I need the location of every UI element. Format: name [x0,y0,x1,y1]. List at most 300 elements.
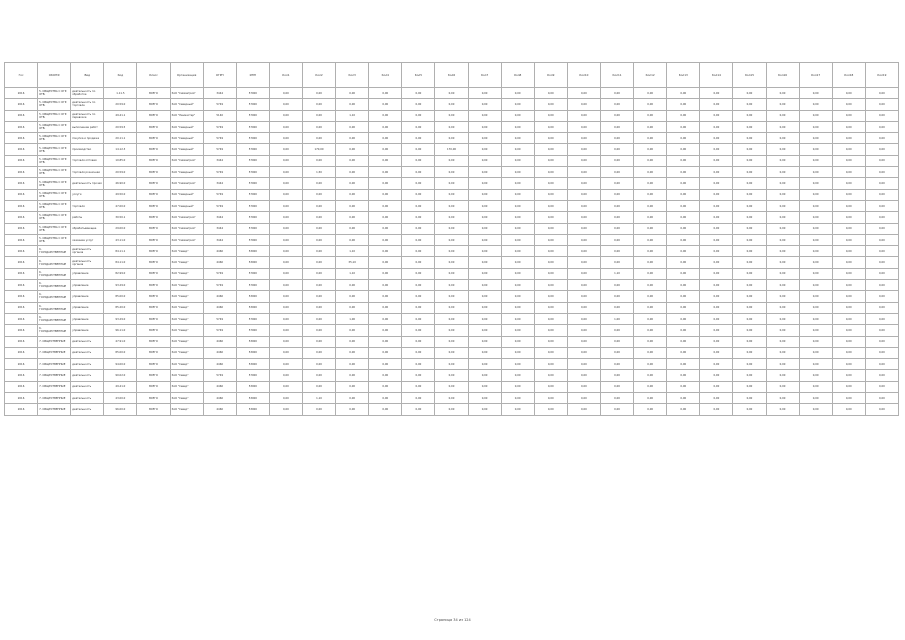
table-cell: 0,00 [369,167,402,178]
table-cell: 5. ОБЩЕСТВА С ОГР. ОТВ. [38,99,71,110]
table-cell: 0,00 [501,291,534,302]
table-cell: 0,00 [567,212,600,223]
table-cell: 0,00 [269,359,302,370]
table-cell: 0,00 [534,234,567,245]
table-cell: 0,00 [302,359,335,370]
table-cell: 0,00 [302,313,335,324]
table-cell: 0,00 [865,370,898,381]
table-cell: 0,00 [634,223,667,234]
table-cell: 1,10 [302,393,335,404]
table-cell: 0,00 [600,347,633,358]
column-header: Гос [5,63,38,88]
table-cell: управление [71,302,104,313]
table-cell: 0,00 [567,268,600,279]
table-cell: 0,00 [269,178,302,189]
table-cell: 0,00 [700,302,733,313]
table-cell: 0,00 [700,189,733,200]
table-cell: 0,00 [832,223,865,234]
table-cell: 4460 [203,291,236,302]
table-cell: 0,00 [534,347,567,358]
table-cell: 0,00 [832,336,865,347]
table-cell: 0,00 [567,381,600,392]
table-cell: 0,00 [766,88,799,99]
table-cell: 94.00.0 [104,359,137,370]
table-cell: 2016 [5,268,38,279]
table-cell: 0,00 [501,223,534,234]
table-cell: 2016 [5,302,38,313]
table-cell: ЗАО "Северный" [170,121,203,132]
table-cell: 57000 [236,155,269,166]
table-cell: 0,00 [302,280,335,291]
table-cell: 0,00 [336,155,369,166]
table-cell: 0,00 [534,189,567,200]
table-cell: 0,00 [369,393,402,404]
table-cell: 2016 [5,257,38,268]
table-cell: производство [71,144,104,155]
table-cell: 0,00 [302,121,335,132]
table-cell: 0,00 [302,404,335,415]
table-cell: 0,00 [832,121,865,132]
table-cell: 0,00 [501,268,534,279]
table-cell: 0,00 [435,167,468,178]
table-cell: 0,00 [733,257,766,268]
table-cell: 0,00 [269,155,302,166]
table-cell: 0,00 [402,189,435,200]
table-cell: 0,00 [634,404,667,415]
table-cell: 3444 [203,178,236,189]
table-cell: 0,00 [369,359,402,370]
table-cell: 0,00 [634,144,667,155]
table-cell: 0,00 [634,347,667,358]
table-cell: 0,00 [700,133,733,144]
table-cell: 0,00 [302,234,335,245]
table-cell: 3444 [203,223,236,234]
table-cell: 57000 [236,178,269,189]
table-cell: 0,00 [402,393,435,404]
table-cell: 5749 [203,189,236,200]
table-cell: 93.29.0 [104,313,137,324]
table-cell: 0,00 [336,223,369,234]
table-cell: 0,00 [501,257,534,268]
table-cell: 5749 [203,313,236,324]
table-cell: 0,00 [269,144,302,155]
table-cell: 0,00 [435,246,468,257]
table-cell: 0,00 [269,313,302,324]
table-cell: 0,00 [865,167,898,178]
table-cell: 3444 [203,88,236,99]
table-cell: 0,00 [799,313,832,324]
table-cell: 0,00 [600,291,633,302]
table-cell: 0,00 [468,336,501,347]
column-header: Кол17 [799,63,832,88]
table-cell: 2016 [5,88,38,99]
table-cell: 0,00 [600,178,633,189]
table-cell: 0,00 [567,178,600,189]
table-cell: 0,00 [369,99,402,110]
table-row [5,200,899,211]
table-cell: 0,00 [501,280,534,291]
table-cell: ВСЕГО [137,110,170,121]
table-cell: ЗАО "Север" [170,280,203,291]
table-cell: 4460 [203,347,236,358]
table-cell: 0,00 [700,393,733,404]
table-cell: 0,00 [600,302,633,313]
table-cell: ВСЕГО [137,155,170,166]
table-cell: 0,00 [468,121,501,132]
table-cell: 0,00 [799,155,832,166]
table-cell: 7. ОБЩЕСТВЕННЫЕ [38,393,71,404]
table-cell: 0,00 [733,336,766,347]
table-cell: 0,00 [865,268,898,279]
table-cell: 0,00 [832,212,865,223]
table-cell: 0,00 [567,88,600,99]
table-row [5,246,899,257]
table-cell: 0,00 [534,144,567,155]
table-cell: 53000 [236,393,269,404]
table-cell: 5749 [203,325,236,336]
table-cell: 0,00 [865,178,898,189]
table-cell: 57000 [236,212,269,223]
table-cell: 0,00 [369,370,402,381]
table-cell: 0,00 [302,99,335,110]
table-cell: 2016 [5,144,38,155]
table-cell: ВСЕГО [137,359,170,370]
table-cell: 20.59.0 [104,167,137,178]
table-cell: 0,00 [435,257,468,268]
table-cell: работы [71,212,104,223]
table-cell: 0,00 [733,313,766,324]
table-cell: 0,00 [501,359,534,370]
table-cell: 47.91.0 [104,336,137,347]
table-cell: 0,00 [269,88,302,99]
table-cell: 0,00 [799,212,832,223]
table-cell: 53000 [236,404,269,415]
table-cell: 0,00 [600,234,633,245]
table-cell: 0,00 [567,200,600,211]
table-cell: 2016 [5,359,38,370]
table-cell: обрабатывающее [71,223,104,234]
table-cell: ВСЕГО [137,280,170,291]
table-cell: 0,00 [700,291,733,302]
table-cell: 0,00 [766,347,799,358]
table-cell: 0,00 [369,189,402,200]
table-cell: ЗАО "Север" [170,257,203,268]
table-cell: ЗАО "Север" [170,393,203,404]
table-cell: 90.02.0 [104,370,137,381]
table-cell: 0,00 [700,280,733,291]
table-cell: ВСЕГО [137,302,170,313]
table-cell: 0,00 [832,359,865,370]
table-cell: 0,00 [468,325,501,336]
table-cell: 0,00 [567,313,600,324]
table-cell: 0,00 [336,121,369,132]
table-cell: 6. ГОСУДАРСТВЕННЫЕ [38,280,71,291]
table-cell: 85.00.0 [104,291,137,302]
table-cell: 3444 [203,234,236,245]
table-cell: 57000 [236,370,269,381]
table-cell: 0,00 [336,302,369,313]
table-cell: 96.00.0 [104,404,137,415]
table-cell: 0,00 [567,404,600,415]
table-cell: 0,00 [402,144,435,155]
column-header: Кол12 [634,63,667,88]
table-cell: покупка и продажа [71,133,104,144]
table-cell: 20.11.1 [104,133,137,144]
table-cell: 0,00 [534,99,567,110]
table-cell: 0,00 [634,325,667,336]
table-cell: 0,00 [336,393,369,404]
table-cell: 0,00 [634,178,667,189]
table-cell: 0,00 [369,381,402,392]
table-cell: 0,00 [865,347,898,358]
table-cell: 0,00 [600,381,633,392]
table-cell: 0,00 [667,99,700,110]
table-cell: 0,00 [468,189,501,200]
table-cell: 0,00 [534,268,567,279]
table-cell: 6. ГОСУДАРСТВЕННЫЕ [38,268,71,279]
table-cell: ЗАО "Север" [170,291,203,302]
table-cell: 0,00 [567,393,600,404]
column-header: Кол11 [600,63,633,88]
table-cell: 5749 [203,144,236,155]
column-header: Кол14 [700,63,733,88]
table-cell: 0,00 [634,110,667,121]
table-cell: 0,00 [865,280,898,291]
table-cell: 0,00 [402,336,435,347]
table-cell: 0,00 [402,155,435,166]
table-cell: 0,00 [435,110,468,121]
table-cell: 0,00 [832,291,865,302]
table-cell: 0,00 [667,268,700,279]
table-cell: 0,00 [832,257,865,268]
table-cell: 0,00 [435,302,468,313]
table-cell: ВСЕГО [137,325,170,336]
table-cell: 0,00 [336,234,369,245]
table-cell: 0,00 [534,325,567,336]
table-cell: ВСЕГО [137,133,170,144]
table-cell: 7. ОБЩЕСТВЕННЫЕ [38,370,71,381]
table-cell: 0,00 [369,404,402,415]
table-cell: 0,00 [634,88,667,99]
table-cell: деятельность [71,381,104,392]
table-cell: 85.20.0 [104,302,137,313]
table-cell: 0,00 [336,291,369,302]
table-cell: 2016 [5,212,38,223]
table-cell: 0,00 [435,133,468,144]
table-cell: ВСЕГО [137,167,170,178]
table-cell: 2016 [5,155,38,166]
table-cell: 84.11.0 [104,257,137,268]
table-cell: 0,00 [700,110,733,121]
table-cell: ВСЕГО [137,234,170,245]
table-cell: 46.90.0 [104,178,137,189]
table-cell: 0,00 [567,234,600,245]
table-cell: 0,00 [600,280,633,291]
table-row [5,302,899,313]
table-cell: 0,00 [799,110,832,121]
table-cell: 0,00 [733,144,766,155]
table-cell: 93.29.0 [104,280,137,291]
table-cell: 0,00 [501,167,534,178]
table-cell: 0,00 [766,291,799,302]
table-cell: 0,00 [468,178,501,189]
table-cell: ЗАО "Северный" [170,189,203,200]
table-cell: 0,00 [733,189,766,200]
table-cell: 0,00 [402,167,435,178]
table-cell: 0,00 [600,189,633,200]
table-cell: 5. ОБЩЕСТВА С ОГР. ОТВ. [38,200,71,211]
table-cell: ЗАО "Северный" [170,167,203,178]
table-cell: 0,00 [435,381,468,392]
table-cell: торговля [71,200,104,211]
table-cell: 0,00 [832,246,865,257]
table-cell: 0,00 [700,144,733,155]
table-cell: 2016 [5,370,38,381]
table-cell: 0,00 [700,155,733,166]
table-cell: 0,00 [402,291,435,302]
table-cell: 0,00 [402,347,435,358]
table-cell: 0,00 [567,257,600,268]
table-cell: 0,00 [302,212,335,223]
table-cell: 0,00 [667,404,700,415]
table-cell: ВСЕГО [137,144,170,155]
column-header: Кол1 [269,63,302,88]
table-cell: 2016 [5,291,38,302]
table-cell: 0,00 [302,381,335,392]
table-cell: 0,00 [369,347,402,358]
table-cell: 0,00 [468,223,501,234]
table-cell: 0,00 [269,268,302,279]
table-cell: 2016 [5,234,38,245]
table-cell: 0,00 [667,291,700,302]
table-cell: 0,00 [733,99,766,110]
table-cell: 0,00 [302,110,335,121]
table-cell: ЗАО "Север" [170,336,203,347]
table-cell: 0,00 [468,234,501,245]
table-cell: 0,00 [402,325,435,336]
table-cell: деятельность [71,347,104,358]
table-cell: 0,00 [534,359,567,370]
table-cell: 82.99.0 [104,268,137,279]
table-cell: деятельность прочая [71,178,104,189]
table-cell: 0,00 [302,133,335,144]
table-cell: 7. ОБЩЕСТВЕННЫЕ [38,347,71,358]
table-cell: 0,00 [567,99,600,110]
table-cell: 0,00 [369,121,402,132]
table-cell: 0,00 [369,200,402,211]
table-cell: ВСЕГО [137,223,170,234]
table-cell: ВСЕГО [137,212,170,223]
table-cell: ЗАО "Север" [170,246,203,257]
table-cell: 0,00 [501,200,534,211]
table-cell: 6. ГОСУДАРСТВЕННЫЕ [38,313,71,324]
table-cell: 0,00 [501,234,534,245]
table-cell: 0,00 [302,291,335,302]
table-cell: 0,00 [766,167,799,178]
table-cell: 0,00 [799,88,832,99]
table-cell: деятельность [71,404,104,415]
table-cell: 0,00 [832,110,865,121]
table-cell: 0,00 [600,325,633,336]
table-cell: 0,00 [468,133,501,144]
table-cell: 0,00 [501,381,534,392]
table-row [5,325,899,336]
table-cell: 1,50 [302,167,335,178]
table-cell: 0,00 [600,246,633,257]
table-cell: 0,00 [269,167,302,178]
table-cell: 0,00 [567,370,600,381]
table-cell: 2016 [5,167,38,178]
table-cell: 0,00 [302,257,335,268]
table-cell: ВСЕГО [137,121,170,132]
column-header: Кол19 [865,63,898,88]
table-cell: 0,00 [269,302,302,313]
table-cell: 0,00 [667,121,700,132]
table-cell: 0,00 [832,347,865,358]
table-cell: 6. ГОСУДАРСТВЕННЫЕ [38,325,71,336]
table-cell: 0,00 [435,393,468,404]
table-cell: 0,00 [799,234,832,245]
table-cell: ЗАО "Север" [170,347,203,358]
table-cell: 0,00 [865,246,898,257]
table-cell: 0,00 [567,189,600,200]
table-cell: 57000 [236,121,269,132]
table-cell: 0,00 [667,336,700,347]
table-row [5,178,899,189]
table-cell: 0,00 [799,325,832,336]
table-cell: 5749 [203,133,236,144]
table-cell: ВСЕГО [137,381,170,392]
table-cell: 5749 [203,268,236,279]
table-cell: 0,00 [634,133,667,144]
page-footer: Страница 34 из 124 [434,618,471,622]
table-cell: 0,00 [700,178,733,189]
table-cell: ВСЕГО [137,313,170,324]
table-row [5,155,899,166]
table-cell: 0,00 [269,336,302,347]
table-cell: 0,00 [799,189,832,200]
table-cell: ЗАО "Северный" [170,133,203,144]
table-cell: 0,00 [501,246,534,257]
table-cell: 0,00 [501,302,534,313]
table-cell: 0,00 [832,393,865,404]
table-cell: 0,00 [766,246,799,257]
table-cell: 0,00 [402,223,435,234]
table-cell: 0,00 [369,234,402,245]
table-cell: ВСЕГО [137,291,170,302]
table-cell: 0,00 [634,167,667,178]
table-cell: 5. ОБЩЕСТВА С ОГР. ОТВ. [38,155,71,166]
table-cell: 0,00 [667,223,700,234]
table-cell: 0,00 [667,167,700,178]
table-cell: ЗАО "Симметрия" [170,178,203,189]
table-cell: 0,00 [369,246,402,257]
table-cell: управление [71,325,104,336]
table-cell: 0,00 [667,347,700,358]
table-cell: 0,00 [832,404,865,415]
table-cell: 53000 [236,359,269,370]
column-header: Кол3 [336,63,369,88]
table-cell: 0,00 [402,133,435,144]
table-cell: 0,00 [336,144,369,155]
table-cell: 57000 [236,313,269,324]
table-cell: 0,00 [799,370,832,381]
table-cell: 5140 [203,110,236,121]
table-cell: 0,00 [865,155,898,166]
table-cell: 3444 [203,155,236,166]
table-row [5,99,899,110]
table-cell: 0,00 [501,212,534,223]
